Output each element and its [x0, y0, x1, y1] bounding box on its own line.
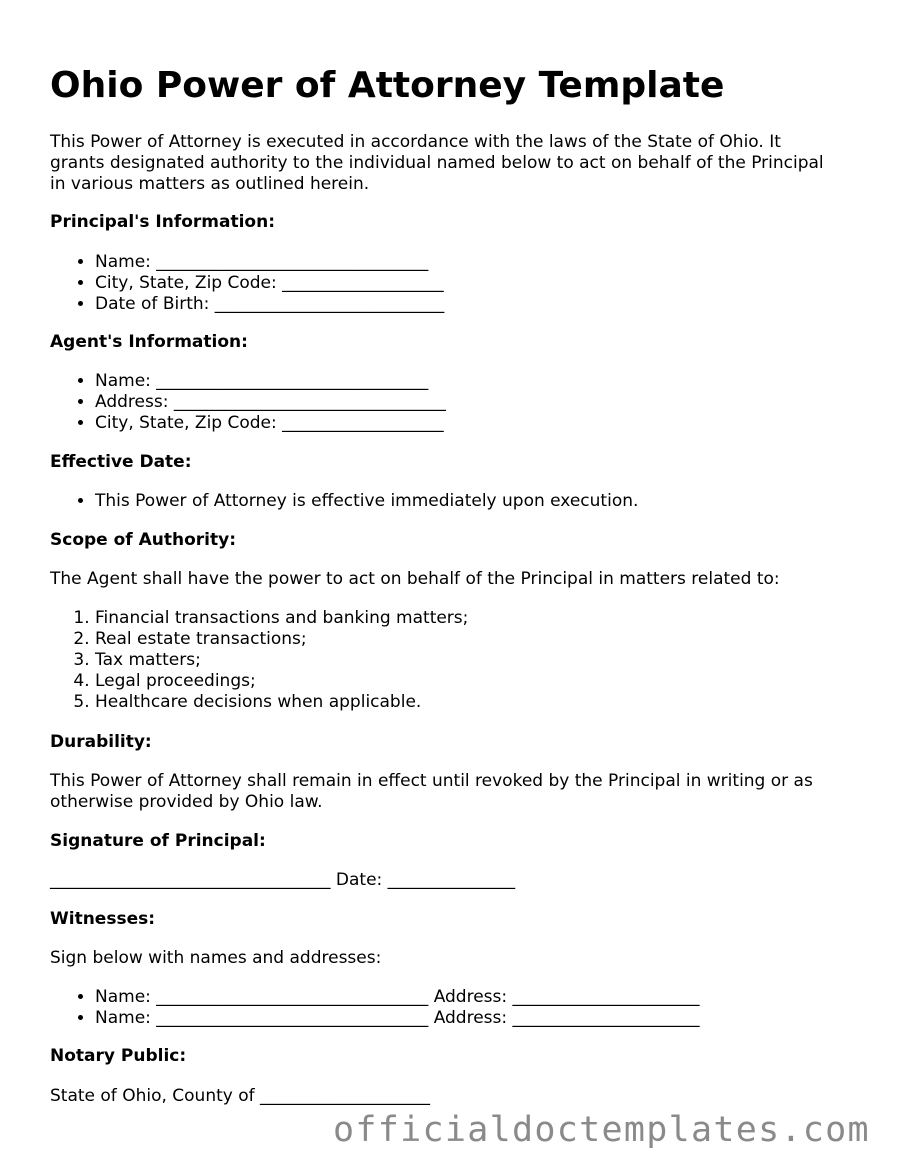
witnesses-heading: Witnesses: — [50, 909, 156, 929]
scope-item: 4. Legal proceedings; — [95, 671, 468, 692]
effective-heading: Effective Date: — [50, 452, 192, 472]
witness-field: • Name: ________________________________ Address: ______________________ — [95, 1008, 700, 1029]
scope-heading: Scope of Authority: — [50, 530, 236, 550]
signature-heading: Signature of Principal: — [50, 831, 266, 851]
witnesses-list — [50, 987, 700, 1029]
principal-heading: Principal's Information: — [50, 212, 275, 232]
intro-line: in various matters as outlined herein. — [50, 174, 370, 194]
notary-line: State of Ohio, County of ____________________ — [50, 1086, 431, 1106]
notary-heading: Notary Public: — [50, 1046, 187, 1066]
effective-list — [50, 491, 638, 512]
agent-name-field: • Name: ________________________________ — [95, 371, 446, 392]
durability-heading: Durability: — [50, 732, 152, 752]
principal-list — [50, 252, 444, 315]
agent-city-field: • City, State, Zip Code: ___________________ — [95, 413, 446, 434]
durability-line: otherwise provided by Ohio law. — [50, 792, 323, 812]
agent-heading: Agent's Information: — [50, 332, 248, 352]
principal-name-field: • Name: ________________________________ — [95, 252, 444, 273]
durability-line: This Power of Attorney shall remain in effect until revoked by the Principal in writing or as — [50, 771, 813, 791]
scope-item: 2. Real estate transactions; — [95, 629, 468, 650]
witnesses-intro: Sign below with names and addresses: — [50, 948, 382, 968]
agent-address-field: • Address: ________________________________ — [95, 392, 446, 413]
scope-item: 3. Tax matters; — [95, 650, 468, 671]
effective-item: • This Power of Attorney is effective immediately upon execution. — [95, 491, 638, 512]
intro-line: grants designated authority to the individual named below to act on behalf of the Principal — [50, 153, 824, 173]
signature-line: _________________________________ Date: _______________ — [50, 870, 516, 890]
document-title: Ohio Power of Attorney Template — [50, 65, 725, 106]
agent-list — [50, 371, 446, 434]
intro-line: This Power of Attorney is executed in accordance with the laws of the State of Ohio. It — [50, 132, 781, 152]
intro-paragraph — [50, 132, 824, 195]
witness-field: • Name: ________________________________ Address: ______________________ — [95, 987, 700, 1008]
scope-item: 5. Healthcare decisions when applicable. — [95, 692, 468, 713]
scope-list — [50, 608, 468, 713]
watermark: officialdoctemplates.com — [333, 1110, 870, 1150]
principal-city-field: • City, State, Zip Code: ___________________ — [95, 273, 444, 294]
scope-intro: The Agent shall have the power to act on behalf of the Principal in matters related to: — [50, 569, 780, 589]
principal-dob-field: • Date of Birth: ___________________________ — [95, 294, 444, 315]
durability-paragraph — [50, 771, 813, 813]
scope-item: 1. Financial transactions and banking matters; — [95, 608, 468, 629]
